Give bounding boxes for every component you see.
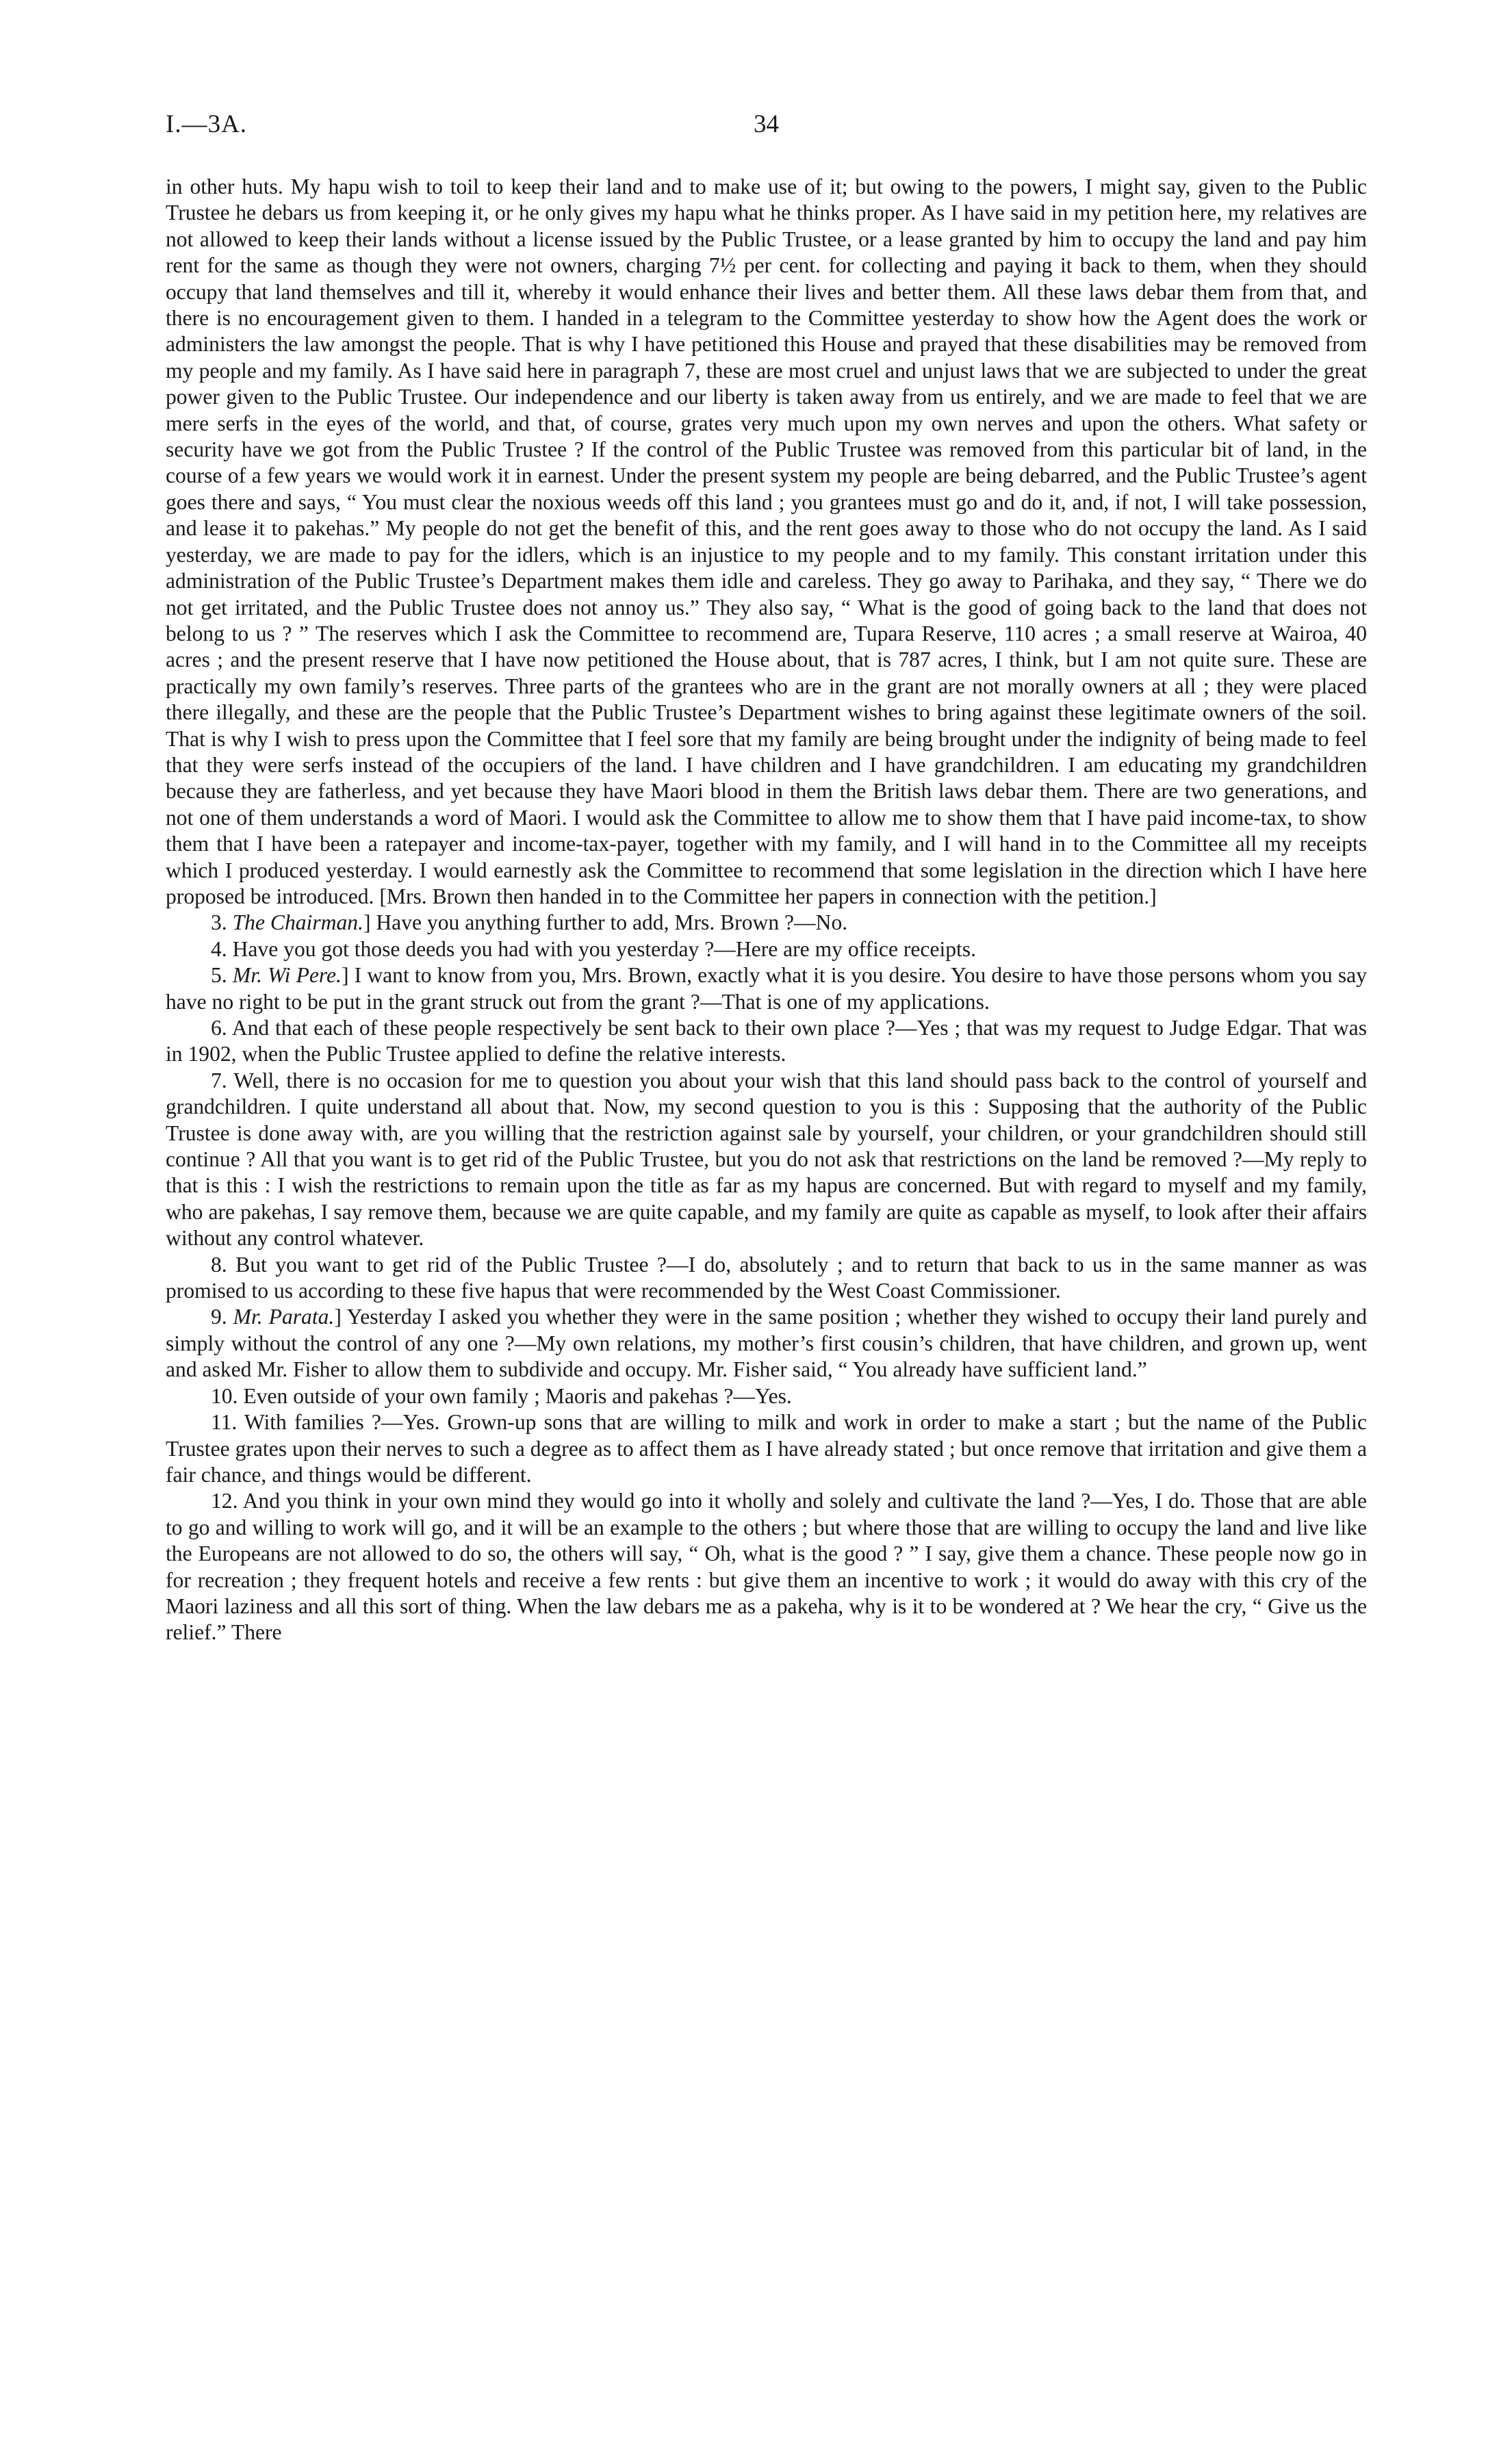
paragraph-text: in other huts. My hapu wish to toil to keep their land and to make use of it; but owing to the powers, I might say, given to the Public Trustee he debars us from keeping it, or he only gives my hapu what he thinks proper. As I have said in my petition here, my relatives are not allowed to keep their lands without a license issued by the Public Trustee, or a lease granted by him to occupy the land and pay him rent for the same as though they were not owners, charging 7½ per cent. for collecting and paying it back to them, when they should occupy that land themselves and till it, whereby it would enhance their lives and better them. All these laws debar them from that, and there is no encouragement given to them. I handed in a telegram to the Committee yesterday to show how the Agent does the work or administers the law amongst the people. That is why I have petitioned this House and prayed that these disabilities may be removed from my people and my family. As I have said here in paragraph 7, these are most cruel and unjust laws that we are subjected to under the great power given to the Public Trustee. Our independence and our liberty is taken away from us entirely, and we are made to feel that we are mere serfs in the eyes of the world, and that, of course, grates very much upon my own nerves and upon the others. What safety or security have we got from the Public Trustee ? If the control of the Public Trustee was removed from this particular bit of land, in the course of a few years we would work it in earnest. Under the present system my people are being debarred, and the Public Trustee’s agent goes there and says, “ You must clear the noxious weeds off this land ; you grantees must go and do it, and, if not, I will take possession, and lease it to pakehas.” My people do not get the benefit of this, and the rent goes away to those who do not occupy the land. As I said yesterday, we are made to pay for the idlers, which is an injustice to my people and to my family. This constant irritation under this administration of the Public Trustee’s Department makes them idle and careless. They go away to Parihaka, and they say, “ There we do not get irritated, and the Public Trustee does not annoy us.” They also say, “ What is the good of going back to the land that does not belong to us ? ” The reserves which I ask the Committee to recommend are, Tupara Reserve, 110 acres ; a small reserve at Wairoa, 40 acres ; and the present reserve that I have now petitioned the House about, that is 787 acres, I think, but I am not quite sure. These are practically my own family’s reserves. Three parts of the grantees who are in the grant are not morally owners at all ; they were placed there illegally, and these are the people that the Public Trustee’s Department wishes to bring against these legitimate owners of the soil. That is why I wish to press upon the Committee that I feel sore that my family are being brought under the indignity of being made to feel that they were serfs instead of the occupiers of the land. I have children and I have grandchildren. I am educating my grandchildren because they are fatherless, and yet because they have Maori blood in them the British laws debar them. There are two generations, and not one of them understands a word of Maori. I would ask the Committee to allow me to show them that I have paid income-tax, to show them that I have been a ratepayer and income-tax-payer, together with my family, and I will hand in to the Committee all my receipts which I produced yesterday. I would earnestly ask the Committee to recommend that some legislation in the direction which I have here proposed be introduced. [Mrs. Brown then handed in to the Committee her papers in connection with the petition.] bbox=[166, 175, 1367, 908]
speaker-name: The Chairman. bbox=[232, 910, 363, 935]
question-text: ] I want to know from you, Mrs. Brown, exactly what it is you desire. You desire to have those persons whom you say have no right to be put in the grant struck out from the grant ?—That is one of my applications. bbox=[166, 963, 1367, 1014]
body-text bbox=[166, 174, 1367, 1646]
question-7 bbox=[166, 1068, 1367, 1252]
question-11 bbox=[166, 1409, 1367, 1488]
question-5 bbox=[166, 962, 1367, 1015]
question-text: 8. But you want to get rid of the Public Trustee ?—I do, absolutely ; and to return that back to us in the same manner as was promised to us according to these five hapus that were recommended by the West Coast Commissioner. bbox=[166, 1252, 1367, 1303]
question-number: 9. bbox=[211, 1305, 233, 1329]
question-text: 11. With families ?—Yes. Grown-up sons that are willing to milk and work in order to make a start ; but the name of the Public Trustee grates upon their nerves to such a degree as to affect them as I have already stated ; but once remove that irritation and give them a fair chance, and things would be different. bbox=[166, 1410, 1367, 1487]
paper-reference: I.—3A. bbox=[166, 110, 248, 138]
question-text: ] Yesterday I asked you whether they were in the same position ; whether they wished to occupy their land purely and simply without the control of any one ?—My own relations, my mother’s first cousin’s children, that have children, and grown up, went and asked Mr. Fisher to allow them to subdivide and occupy. Mr. Fisher said, “ You already have sufficient land.” bbox=[166, 1305, 1368, 1382]
question-10 bbox=[166, 1383, 1367, 1409]
running-head bbox=[166, 110, 1367, 151]
question-text: 10. Even outside of your own family ; Maoris and pakehas ?—Yes. bbox=[211, 1383, 792, 1408]
question-number: 5. bbox=[211, 963, 233, 988]
question-6 bbox=[166, 1015, 1367, 1068]
question-number: 3. bbox=[211, 910, 233, 935]
question-8 bbox=[166, 1252, 1367, 1305]
question-text: 7. Well, there is no occasion for me to question you about your wish that this land should pass back to the control of yourself and grandchildren. I quite understand all about that. Now, my second question to you is this : Supposing that the authority of the Public Trustee is done away with, are you willing that the restriction against sale by yourself, your children, or your grandchildren should still continue ? All that you want is to get rid of the Public Trustee, but you do not ask that restrictions on the land be removed ?—My reply to that is this : I wish the restrictions to remain upon the title as far as my hapus are concerned. But with regard to myself and my family, who are pakehas, I say remove them, because we are quite capable, and my family are quite as capable as myself, to look after their affairs without any control whatever. bbox=[166, 1068, 1367, 1251]
page-number: 34 bbox=[754, 110, 779, 138]
question-9 bbox=[166, 1304, 1367, 1383]
paragraph-continued bbox=[166, 174, 1367, 910]
question-12 bbox=[166, 1488, 1367, 1646]
question-3 bbox=[166, 910, 1367, 936]
question-text: 6. And that each of these people respectively be sent back to their own place ?—Yes ; that was my request to Judge Edgar. That was in 1902, when the Public Trustee applied to define the relative interests. bbox=[166, 1016, 1367, 1066]
question-4 bbox=[166, 936, 1367, 962]
question-text: 12. And you think in your own mind they would go into it wholly and solely and cultivate the land ?—Yes, I do. Those that are able to go and willing to work will go, and it will be an example to the others ; but where those that are willing to occupy the land and live like the Europeans are not allowed to do so, the others will say, “ Oh, what is the good ? ” I say, give them a chance. These people now go in for recreation ; they frequent hotels and receive a few rents : but give them an incentive to work ; it would do away with this cry of the Maori laziness and all this sort of thing. When the law debars me as a pakeha, why is it to be wondered at ? We hear the cry, “ Give us the relief.” There bbox=[166, 1489, 1367, 1645]
question-text: 4. Have you got those deeds you had with you yesterday ?—Here are my office receipts. bbox=[211, 936, 976, 961]
question-text: ] Have you anything further to add, Mrs. Brown ?—No. bbox=[363, 910, 848, 935]
speaker-name: Mr. Parata. bbox=[233, 1305, 335, 1329]
speaker-name: Mr. Wi Pere. bbox=[232, 963, 342, 988]
